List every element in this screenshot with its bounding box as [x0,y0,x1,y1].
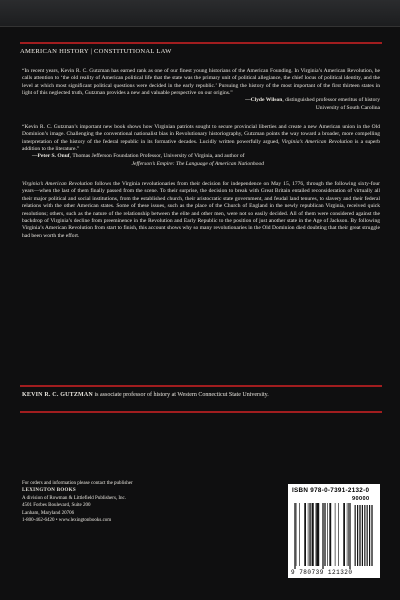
barcode-bar [331,503,332,566]
barcode-bar [344,503,345,566]
quote-1-text: “In recent years, Kevin R. C. Gutzman has earned rank as one of our finest young historians of the American Founding. In Virginia’s American Revolution, he calls attention to ‘the old reality of American political life that the state was the primary unit of political allegiance, the chief locus of political identity, and the level at which most significant political questions were decided in the early republic.’ Pursuing the history of the most important of the first thirteen states in light of this neglected truth, Gutzman provides a new and valuable perspective on our origins.” [22,68,380,97]
price-bar [367,505,368,566]
quote-2-title: Virginia’s American Revolution [281,138,353,145]
barcode-bar [316,503,317,566]
isbn-barcode [288,484,380,578]
barcode-bar [323,503,324,569]
barcode-bar [313,503,314,566]
barcode-bar [316,503,317,566]
barcode-bar [338,503,339,566]
back-cover-content [22,68,380,240]
publisher-division: A division of Rowman & Littlefield Publishers, Inc. [22,495,127,501]
quote-1-role: , distinguished professor emeritus of history [282,97,380,104]
price-bar [362,505,363,566]
barcode-bar [327,503,328,566]
price-bar [355,505,356,566]
price-bar [359,505,360,566]
barcode-bar [308,503,309,566]
barcode-bar [319,503,320,566]
barcode-bar [305,503,306,566]
barcode-bar [325,503,326,566]
barcode-bar [329,503,330,566]
barcode-bar [312,503,313,566]
quote-1-name: —Clyde Wilson [245,97,283,104]
price-bar [371,505,372,566]
quote-2-text-post: is a superb addition to the literature.” [22,138,381,153]
barcode-bar [322,503,323,569]
publisher-contact: 1-800-462-6420 • www.lexingtonbooks.com [22,518,112,524]
barcode-bar [317,503,318,566]
barcode-bar [344,503,345,566]
author-name: KEVIN R. C. GUTZMAN [22,392,93,398]
blurb-text: follows the Virginia revolutionaries from their decision for independence on May 15, 1776, through the following sixty-four years—when the last of them finally passed from the scene. To their surprise, the decision to break with Great Britain entailed reconsideration of virtually all their major political and social institutions, from the established church, their aristocratic state government, and feudal land tenures, to slavery and their federal relations with the other American states. Some of these issues, such as the place of the Church of England in the newly republican Virginia, received quick resolutions; others, such as the nature of the relationship between the elite and other men, were not so easily decided. All of them were considered against the backdrop of Virginia’s decline from preeminence in the Revolution and Early Republic to the position of just another state in the Age of Jackson. By following Virginia’s American Revolution from start to finish, this account shows why so many revolutionaries in the Old Dominion died doubting that their great struggle had been worth the effort. [22,181,380,239]
publisher-address-2: Lanham, Maryland 20706 [22,510,75,516]
barcode-bar [313,503,314,566]
barcode-digits: 9 780739 121320 [291,569,353,576]
price-bar [364,505,365,566]
publisher-name: LEXINGTON BOOKS [22,488,77,494]
quote-2-name: —Peter S. Onuf [32,153,70,160]
quote-2-text-pre: “Kevin R. C. Gutzman’s important new book shows how Virginian patriots sought to secure provincial liberties and create a new American union in the Old Dominion’s image. Challenging the conventional nationalist bias in Revolutionary historiography, Gutzman points the way toward a broader, more compelling interpretation of the history of the federal republic in its formative decades. Lucidly written powerfully argued, [22,124,380,145]
blurb-title: Virginia’s American Revolution [22,181,93,188]
quote-2-role: , Thomas Jefferson Foundation Professor, University of Virginia, and author of [69,153,245,160]
category-label: AMERICAN HISTORY | CONSTITUTIONAL LAW [20,48,172,55]
barcode-bar [304,503,305,566]
barcode-bar [295,503,296,569]
price-bar [365,505,366,566]
publisher-info [22,480,222,524]
book-description [22,181,380,240]
quote-2-attribution [22,153,380,168]
barcode-bar [350,503,351,569]
endorsement-quote-1 [22,68,380,112]
top-red-rule [20,42,382,44]
barcode-bar [349,503,350,569]
barcode-bar [330,503,331,566]
price-bar [360,505,361,566]
price-bar [357,505,358,566]
barcode-bar [348,503,349,566]
quote-1-attribution [22,97,380,112]
price-bar [358,505,359,566]
barcode-bar [296,503,297,566]
bottom-red-rule [20,411,382,413]
barcode-bar [310,503,311,566]
isbn-label: ISBN 978-0-7391-2132-0 [292,487,370,494]
barcode-bar [294,503,295,569]
price-bar [362,505,363,566]
barcode-bar [299,503,300,566]
price-bar [372,505,373,566]
price-code: 90000 [352,496,370,502]
quote-1-institution: University of South Carolina [315,104,380,111]
barcode-graphic [292,495,376,569]
barcode-bar [318,503,319,566]
price-bar [367,505,368,566]
barcode-bar [305,503,306,566]
middle-red-rule [20,385,382,387]
price-bar [355,505,356,566]
barcode-bar [324,503,325,566]
quote-2-book: Jefferson’s Empire: The Language of American Nationhood [131,160,264,167]
barcode-bar [317,503,318,566]
barcode-bar [309,503,310,566]
publisher-address-1: 4501 Forbes Boulevard, Suite 200 [22,503,91,509]
price-bar [369,505,370,566]
top-band [0,0,400,27]
barcode-bar [343,503,344,566]
price-bar [370,505,371,566]
publisher-order-line: For orders and information please contact the publisher [22,481,133,486]
barcode-bar [311,503,312,566]
endorsement-quote-2 [22,124,380,168]
barcode-bar [335,503,336,566]
author-bio [22,391,380,399]
author-bio-text: is associate professor of history at Western Connecticut State University. [92,392,269,398]
barcode-bar [347,503,348,566]
